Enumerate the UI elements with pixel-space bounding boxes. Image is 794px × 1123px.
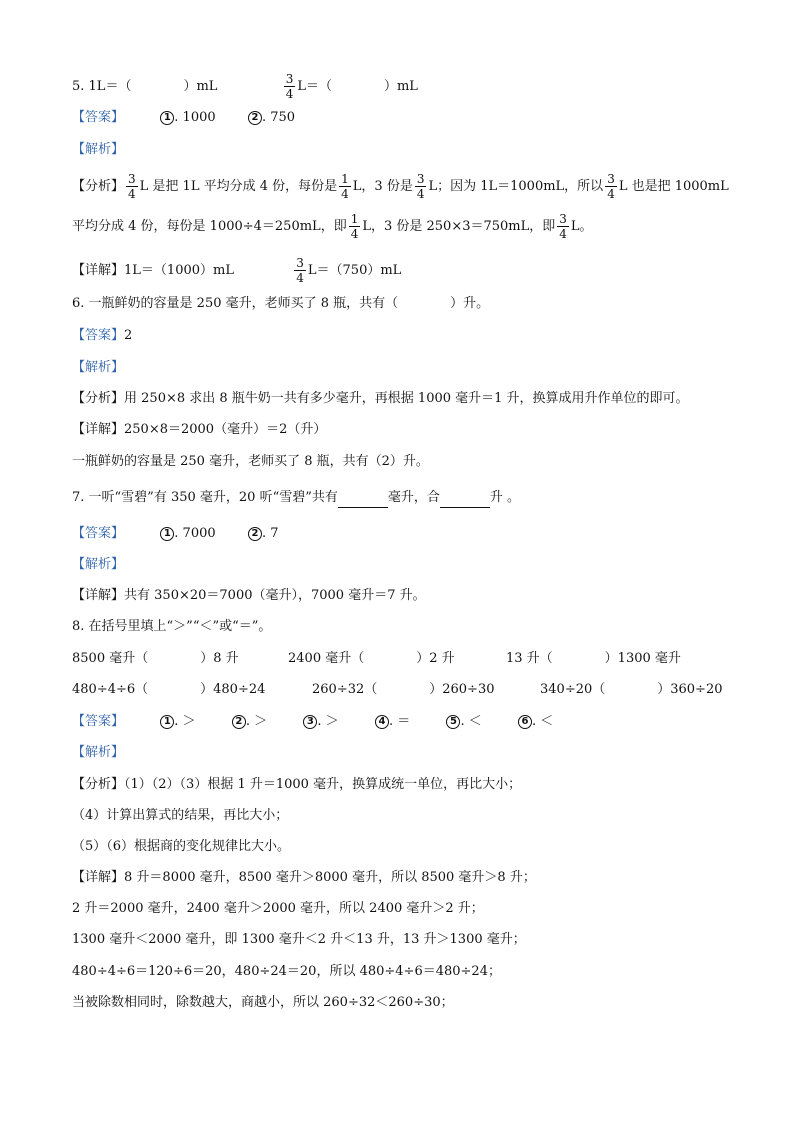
circled-number: 5 xyxy=(446,715,460,729)
circled-number: 1 xyxy=(160,527,174,541)
detail-label: 【详解】 xyxy=(72,588,125,603)
q8-detail-3: 1300 毫升＜2000 毫升，即 1300 毫升＜2 升＜13 升，13 升＞1300 毫升； xyxy=(72,932,526,947)
answer-value: . 7 xyxy=(261,526,279,541)
text: 1L＝（1000）mL xyxy=(124,263,234,278)
q5-part-b: L＝（ ）mL xyxy=(297,79,418,94)
blank-line xyxy=(440,493,490,508)
text: L。 xyxy=(570,219,593,234)
q8-detail-2: 2 升＝2000 毫升，2400 毫升＞2000 毫升，所以 2400 毫升＞2 升； xyxy=(72,901,484,916)
answer-value: . 750 xyxy=(261,110,296,125)
q8-detail-4: 480÷4÷6＝120÷6＝20，480÷24＝20，所以 480÷4÷6＝480÷24； xyxy=(72,964,501,979)
answer-value: . 1000 xyxy=(174,110,216,125)
q5-detail xyxy=(72,256,401,285)
text: （1）（2）（3）根据 1 升＝1000 毫升，换算成统一单位，再比大小； xyxy=(124,777,522,792)
answer-label: 【答案】 xyxy=(72,526,125,541)
answer-value: . ＞ xyxy=(174,714,196,729)
q7-analysis-label xyxy=(72,555,124,575)
q6-fenxi xyxy=(72,389,689,409)
text: 250×8＝2000（毫升）＝2（升） xyxy=(124,422,327,437)
analysis-label: 【解析】 xyxy=(72,557,125,572)
text: 共有 350×20＝7000（毫升），7000 毫升＝7 升。 xyxy=(124,588,426,603)
analysis-label: 【解析】 xyxy=(72,360,125,375)
fraction: $\frac{3}{4}$ xyxy=(128,172,136,201)
answer-value: 2 xyxy=(124,328,133,343)
q8-fenxi xyxy=(72,775,521,795)
fraction: $\frac{1}{4}$ xyxy=(350,212,359,241)
fenxi-label: 【分析】 xyxy=(72,391,125,406)
q5-part-a: 5. 1L＝（ ）mL xyxy=(72,79,218,94)
circled-number: 2 xyxy=(248,527,262,541)
q6-detail-2: 一瓶鲜奶的容量是 250 毫升，老师买了 8 瓶，共有（2）升。 xyxy=(72,454,429,469)
fenxi-label: 【分析】 xyxy=(72,179,125,194)
q5-fenxi-line1 xyxy=(72,172,729,201)
answer-label: 【答案】 xyxy=(72,110,125,125)
text: 平均分成 4 份，每份是 1000÷4＝250mL，即 xyxy=(72,219,347,234)
q5-analysis-label xyxy=(72,140,124,160)
text: L；因为 1L＝1000mL，所以 xyxy=(428,179,604,194)
q5-question xyxy=(72,72,418,101)
text: 用 250×8 求出 8 瓶牛奶一共有多少毫升，再根据 1000 毫升＝1 升，换算成用升作单位的即可。 xyxy=(124,391,689,406)
q8-item: 480÷4÷6（ ）480÷24 xyxy=(72,682,266,697)
detail-label: 【详解】 xyxy=(72,422,125,437)
q6-answer xyxy=(72,326,132,346)
q6-analysis-label xyxy=(72,358,124,378)
text: L，3 份是 xyxy=(352,179,413,194)
circled-number: 2 xyxy=(232,715,246,729)
q8-answer xyxy=(72,712,553,732)
answer-value: . ＞ xyxy=(245,714,268,729)
q8-item: 2400 毫升（ ）2 升 xyxy=(288,651,455,666)
answer-value: . 7000 xyxy=(174,526,216,541)
q6-detail xyxy=(72,420,326,440)
answer-label: 【答案】 xyxy=(72,714,125,729)
blank-line xyxy=(338,493,388,508)
q5-fenxi-line2 xyxy=(72,212,593,241)
fraction: $\frac{3}{4}$ xyxy=(559,212,567,241)
text: L 也是把 1000mL xyxy=(618,179,729,194)
q7-question xyxy=(72,488,520,508)
fraction: $\frac{3}{4}$ xyxy=(416,172,425,201)
q8-item: 260÷32（ ）260÷30 xyxy=(312,682,495,697)
fraction: $\frac{3}{4}$ xyxy=(285,72,294,101)
answer-value: . ＜ xyxy=(460,714,482,729)
detail-label: 【详解】 xyxy=(72,870,125,885)
analysis-label: 【解析】 xyxy=(72,745,125,760)
fraction: $\frac{1}{4}$ xyxy=(341,172,349,201)
answer-value: . ＝ xyxy=(388,714,411,729)
q8-item: 13 升（ ）1300 毫升 xyxy=(506,651,681,666)
q8-item: 8500 毫升（ ）8 升 xyxy=(72,651,239,666)
q8-detail-5: 当被除数相同时，除数越大，商越小，所以 260÷32＜260÷30； xyxy=(72,995,454,1010)
fraction: $\frac{3}{4}$ xyxy=(607,172,615,201)
answer-value: . ＞ xyxy=(317,714,339,729)
text: L 是把 1L 平均分成 4 份，每份是 xyxy=(139,179,338,194)
circled-number: 6 xyxy=(518,715,532,729)
circled-number: 1 xyxy=(160,715,174,729)
text: 毫升，合 xyxy=(387,490,440,505)
text: L，3 份是 250×3＝750mL，即 xyxy=(362,219,556,234)
text: L＝（750）mL xyxy=(307,263,402,278)
circled-number: 4 xyxy=(375,715,389,729)
circled-number: 3 xyxy=(303,715,317,729)
q8-fenxi-2: （4）计算出算式的结果，再比大小； xyxy=(72,808,289,823)
q8-question: 8. 在括号里填上“＞”“＜”或“＝”。 xyxy=(72,619,272,634)
q8-fenxi-3: （5）（6）根据商的变化规律比大小。 xyxy=(72,839,291,854)
text: 7. 一听“雪碧”有 350 毫升，20 听“雪碧”共有 xyxy=(72,490,338,505)
fenxi-label: 【分析】 xyxy=(72,777,125,792)
q8-item: 340÷20（ ）360÷20 xyxy=(540,682,723,697)
q7-answer xyxy=(72,524,278,544)
circled-number: 1 xyxy=(160,111,174,125)
analysis-label: 【解析】 xyxy=(72,142,125,157)
fraction: $\frac{3}{4}$ xyxy=(296,256,304,285)
text: 升 。 xyxy=(489,490,521,505)
q5-answer xyxy=(72,108,295,128)
detail-label: 【详解】 xyxy=(72,263,125,278)
text: 8 升＝8000 毫升，8500 毫升＞8000 毫升，所以 8500 毫升＞8 升； xyxy=(124,870,536,885)
q7-detail xyxy=(72,586,426,606)
q6-question: 6. 一瓶鲜奶的容量是 250 毫升，老师买了 8 瓶，共有（ ）升。 xyxy=(72,296,490,311)
q8-detail xyxy=(72,868,536,888)
answer-value: . ＜ xyxy=(532,714,554,729)
q8-analysis-label xyxy=(72,743,124,763)
answer-label: 【答案】 xyxy=(72,328,125,343)
circled-number: 2 xyxy=(248,111,262,125)
